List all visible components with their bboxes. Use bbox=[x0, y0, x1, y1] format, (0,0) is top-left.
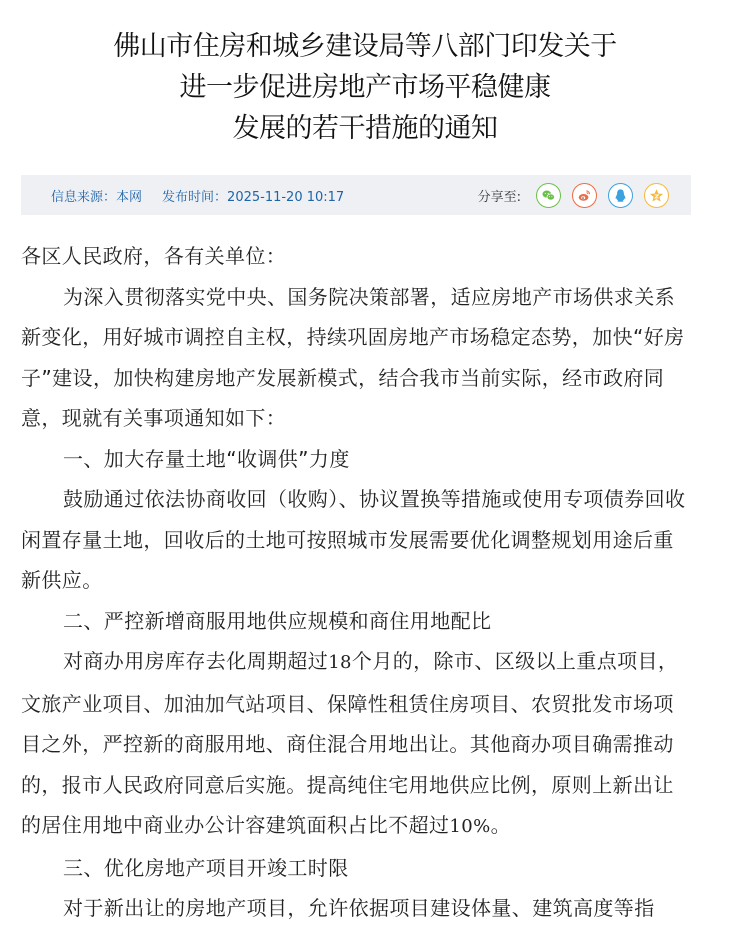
share-wechat-button[interactable] bbox=[536, 183, 561, 208]
qzone-star-icon bbox=[649, 188, 664, 203]
intro-paragraph: 为深入贯彻落实党中央、国务院决策部署，适应房地产市场供求关系新变化，用好城市调控自主权，持续巩固房地产市场稳定态势，加快“好房子”建设，加快构建房地产发展新模式，结合我市当前实际，经市政府同意，现就有关事项通知如下： bbox=[21, 284, 685, 430]
wechat-icon bbox=[541, 188, 556, 203]
share-qzone-button[interactable] bbox=[644, 183, 669, 208]
article-title bbox=[0, 26, 730, 149]
weibo-icon bbox=[577, 188, 592, 203]
info-source bbox=[51, 186, 142, 205]
share-weibo-button[interactable] bbox=[572, 183, 597, 208]
info-source-label: 信息来源： bbox=[51, 189, 117, 205]
title-line-3: 发展的若干措施的通知 bbox=[232, 113, 498, 144]
article-meta-bar bbox=[21, 175, 691, 215]
share-bar bbox=[478, 183, 669, 208]
section2-text-a: 对商办用房库存去化周期超过 bbox=[63, 649, 329, 673]
share-qq-button[interactable] bbox=[608, 183, 633, 208]
title-line-2: 进一步促进房地产市场平稳健康 bbox=[179, 72, 551, 103]
info-source-value: 本网 bbox=[116, 189, 143, 205]
section-heading-2: 二、严控新增商服用地供应规模和商住用地配比 bbox=[63, 608, 492, 633]
section-paragraph-1: 鼓励通过依法协商收回（收购）、协议置换等措施或使用专项债券回收闲置存量土地，回收后的土地可按照城市发展需要优化调整规划用途后重新供应。 bbox=[21, 487, 686, 592]
share-label: 分享至: bbox=[477, 189, 521, 205]
article-body bbox=[21, 236, 693, 929]
section-paragraph-2 bbox=[21, 641, 693, 848]
section2-number-18: 18 bbox=[328, 652, 352, 673]
section-paragraph-3: 对于新出让的房地产项目，允许依据项目建设体量、建筑高度等指 bbox=[63, 896, 655, 920]
section2-number-10-percent: 10% bbox=[449, 816, 491, 837]
section2-text-b: 个月的，除市、区级以上重点项目，文旅产业项目、加油加气站项目、保障性租赁住房项目、农贸批发市场项目之外，严控新的商服用地、商住混合用地出让。其他商办项目确需推动的，报市人民政府同意后实施。提高纯住宅用地供应比例，原则上新出让的居住用地中商业办公计容建筑面积占比不超过 bbox=[21, 649, 679, 837]
section-heading-3: 三、优化房地产项目开竣工时限 bbox=[63, 855, 349, 880]
salutation: 各区人民政府，各有关单位： bbox=[21, 244, 287, 268]
section2-text-c: 。 bbox=[490, 813, 512, 837]
publish-time-value: 2025-11-20 10:17 bbox=[227, 189, 345, 205]
publish-time bbox=[162, 186, 344, 205]
publish-time-label: 发布时间： bbox=[162, 189, 228, 205]
qq-penguin-icon bbox=[613, 188, 628, 203]
section-heading-1: 一、加大存量土地“收调供”力度 bbox=[63, 446, 350, 471]
title-line-1: 佛山市住房和城乡建设局等八部门印发关于 bbox=[113, 31, 617, 62]
